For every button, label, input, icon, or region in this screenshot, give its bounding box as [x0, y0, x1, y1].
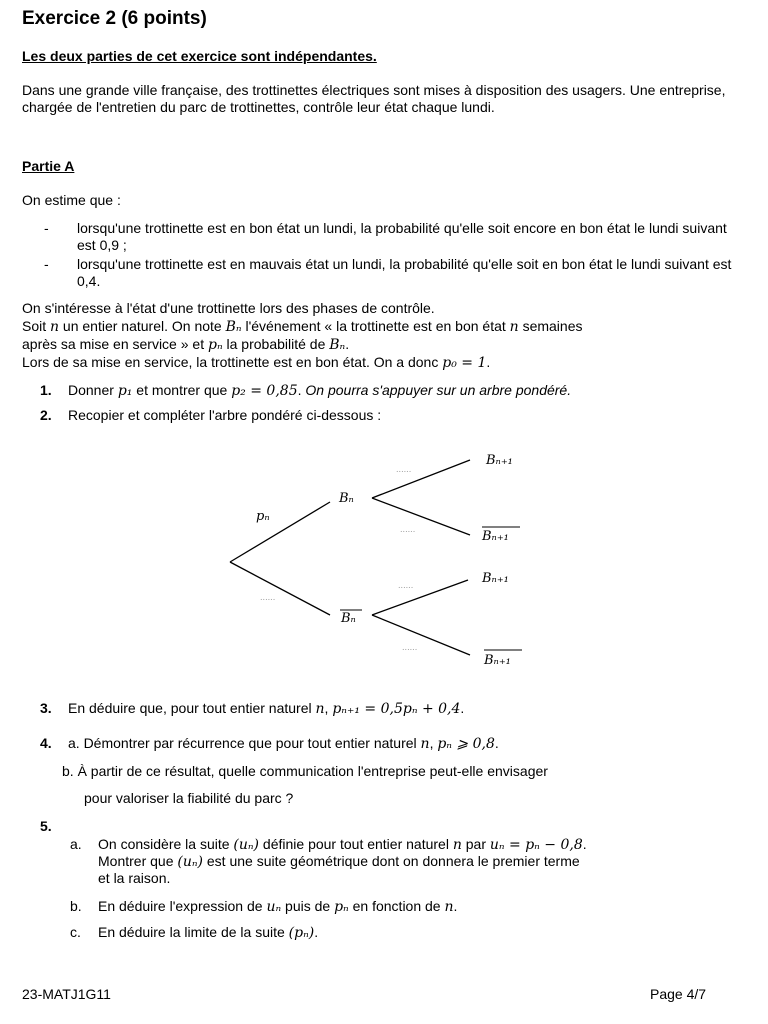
math-p1: p₁: [117, 383, 133, 399]
text-fragment: En déduire l'expression de: [98, 898, 267, 914]
text-fragment: .: [486, 354, 491, 370]
tree-leaf-bn1: Bₙ₊₁: [486, 453, 513, 468]
exercise-points: (6 points): [121, 8, 207, 29]
question-5c: [70, 924, 752, 942]
question-5: [40, 818, 752, 835]
math-n: n: [420, 736, 430, 752]
text-fragment: En déduire que, pour tout entier naturel: [68, 700, 316, 716]
sub-question-letter: b.: [70, 898, 82, 914]
text-fragment: En déduire la limite de la suite: [98, 924, 289, 940]
exercise-title-text: Exercice 2: [22, 8, 117, 29]
question-4b: b. À partir de ce résultat, quelle communication l'entreprise peut-elle envisager: [62, 763, 548, 779]
text-fragment: ,: [429, 735, 438, 751]
text-fragment: par: [461, 836, 490, 852]
definition-line: [22, 336, 752, 354]
question-3: [40, 700, 752, 718]
question-5b: [70, 898, 752, 916]
math-sequence-u: (uₙ): [233, 837, 260, 853]
math-un-definition: uₙ = pₙ − 0,8: [489, 837, 583, 853]
bullet-dash: -: [44, 256, 49, 272]
text-fragment: semaines: [518, 318, 583, 334]
math-n: n: [444, 899, 454, 915]
exercise-subtitle: Les deux parties de cet exercice sont indépendantes.: [22, 48, 377, 64]
tree-branch-notbn-bn1: [372, 580, 468, 615]
text-fragment: .: [453, 898, 458, 914]
question-4b-continued: pour valoriser la fiabilité du parc ?: [84, 790, 294, 806]
text-fragment: .: [314, 924, 319, 940]
tree-leaf-notbn1: Bₙ₊₁: [484, 653, 511, 668]
text-fragment: .: [345, 336, 350, 352]
question-text: Recopier et compléter l'arbre pondéré ci-dessous :: [68, 407, 382, 423]
math-sequence-u: (uₙ): [177, 854, 203, 870]
math-n: n: [50, 319, 60, 335]
definition-line: [22, 318, 752, 336]
question-2: [40, 407, 752, 424]
math-event-bn: Bₙ: [225, 319, 242, 335]
text-fragment: définie pour tout entier naturel: [259, 836, 453, 852]
question-number: 5.: [40, 818, 52, 834]
exercise-title: [22, 8, 207, 30]
sub-question-letter: c.: [70, 924, 81, 940]
text-fragment: Donner: [68, 382, 118, 398]
bullet-text: lorsqu'une trottinette est en bon état un lundi, la probabilité qu'elle soit encore en bon état le lundi suivant est 0,9 ;: [77, 220, 727, 253]
tree-blank-weight: ......: [400, 525, 416, 534]
question-5a: [70, 836, 752, 854]
math-n: n: [315, 701, 325, 717]
question-5a-line3: et la raison.: [98, 870, 171, 886]
tree-node-bn: Bₙ: [339, 491, 354, 506]
question-number: 2.: [40, 407, 52, 423]
probability-tree: [0, 440, 768, 680]
sub-question-letter: a.: [70, 836, 82, 852]
text-fragment: Soit: [22, 318, 51, 334]
tree-branch-root-notbn: [230, 562, 330, 615]
question-1: [40, 382, 752, 400]
question-number: 4.: [40, 735, 52, 751]
bullet-dash: -: [44, 220, 49, 236]
exercise-intro: Dans une grande ville française, des trottinettes électriques sont mises à disposition des usagers. Une entreprise, chargée de l'entretien du parc de trottinettes, contrôle leur état chaque lundi.: [22, 82, 726, 115]
math-event-bn: Bₙ: [329, 337, 346, 353]
text-fragment: et montrer que: [132, 382, 232, 398]
footer-page-number: Page 4/7: [650, 986, 707, 1002]
math-inequality: pₙ ⩾ 0,8: [437, 736, 495, 752]
text-fragment: On considère la suite: [98, 836, 234, 852]
tree-root-probability: pₙ: [256, 509, 270, 524]
math-recurrence: pₙ₊₁ = 0,5pₙ + 0,4: [332, 701, 461, 717]
question-4a: [40, 735, 752, 753]
hint-text: On pourra s'appuyer sur un arbre pondéré.: [305, 382, 572, 398]
tree-blank-weight: ......: [402, 643, 418, 652]
question-number: 3.: [40, 700, 52, 716]
text-fragment: ,: [324, 700, 333, 716]
estimate-intro: On estime que :: [22, 192, 121, 208]
math-p2: p₂ = 0,85: [231, 383, 298, 399]
text-fragment: Lors de sa mise en service, la trottinette est en bon état. On a donc: [22, 354, 443, 370]
footer-exam-code: 23-MATJ1G11: [22, 986, 111, 1002]
math-n: n: [509, 319, 519, 335]
tree-node-notbn: Bₙ: [341, 611, 356, 626]
text-fragment: .: [297, 382, 306, 398]
text-fragment: après sa mise en service » et: [22, 336, 208, 352]
question-number: 1.: [40, 382, 52, 398]
text-fragment: la probabilité de: [222, 336, 330, 352]
text-fragment: .: [582, 836, 587, 852]
tree-branch-bn-bn1: [372, 460, 470, 498]
text-fragment: puis de: [281, 898, 335, 914]
text-fragment: un entier naturel. On note: [59, 318, 226, 334]
text-fragment: l'événement « la trottinette est en bon état: [241, 318, 510, 334]
part-a-heading: Partie A: [22, 158, 75, 174]
math-sequence-p: (pₙ): [288, 925, 315, 941]
tree-branch-bn-notbn1: [372, 498, 470, 535]
text-fragment: est une suite géométrique dont on donnera le premier terme: [203, 853, 580, 869]
math-pn: pₙ: [334, 899, 349, 915]
tree-branch-notbn-notbn1: [372, 615, 470, 655]
math-n: n: [452, 837, 462, 853]
text-fragment: Montrer que: [98, 853, 178, 869]
tree-leaf-bn1: Bₙ₊₁: [482, 571, 509, 586]
text-fragment: .: [460, 700, 465, 716]
text-fragment: en fonction de: [348, 898, 445, 914]
text-fragment: .: [494, 735, 499, 751]
tree-leaf-notbn1: Bₙ₊₁: [482, 529, 509, 544]
initial-condition-line: [22, 354, 752, 372]
text-fragment: a. Démontrer par récurrence que pour tout entier naturel: [68, 735, 421, 751]
math-pn: pₙ: [207, 337, 223, 353]
context-line: On s'intéresse à l'état d'une trottinette lors des phases de contrôle.: [22, 300, 435, 316]
tree-blank-weight: ......: [396, 465, 412, 474]
bullet-text: lorsqu'une trottinette est en mauvais état un lundi, la probabilité qu'elle soit en bon état le lundi suivant est 0,4.: [77, 256, 732, 289]
math-p0: p₀ = 1: [442, 355, 487, 371]
tree-branch-root-bn: [230, 502, 330, 562]
math-un: uₙ: [266, 899, 282, 915]
tree-blank-weight: ......: [398, 581, 414, 590]
tree-blank-weight: ......: [260, 593, 276, 602]
question-5a-line2: [98, 853, 580, 871]
